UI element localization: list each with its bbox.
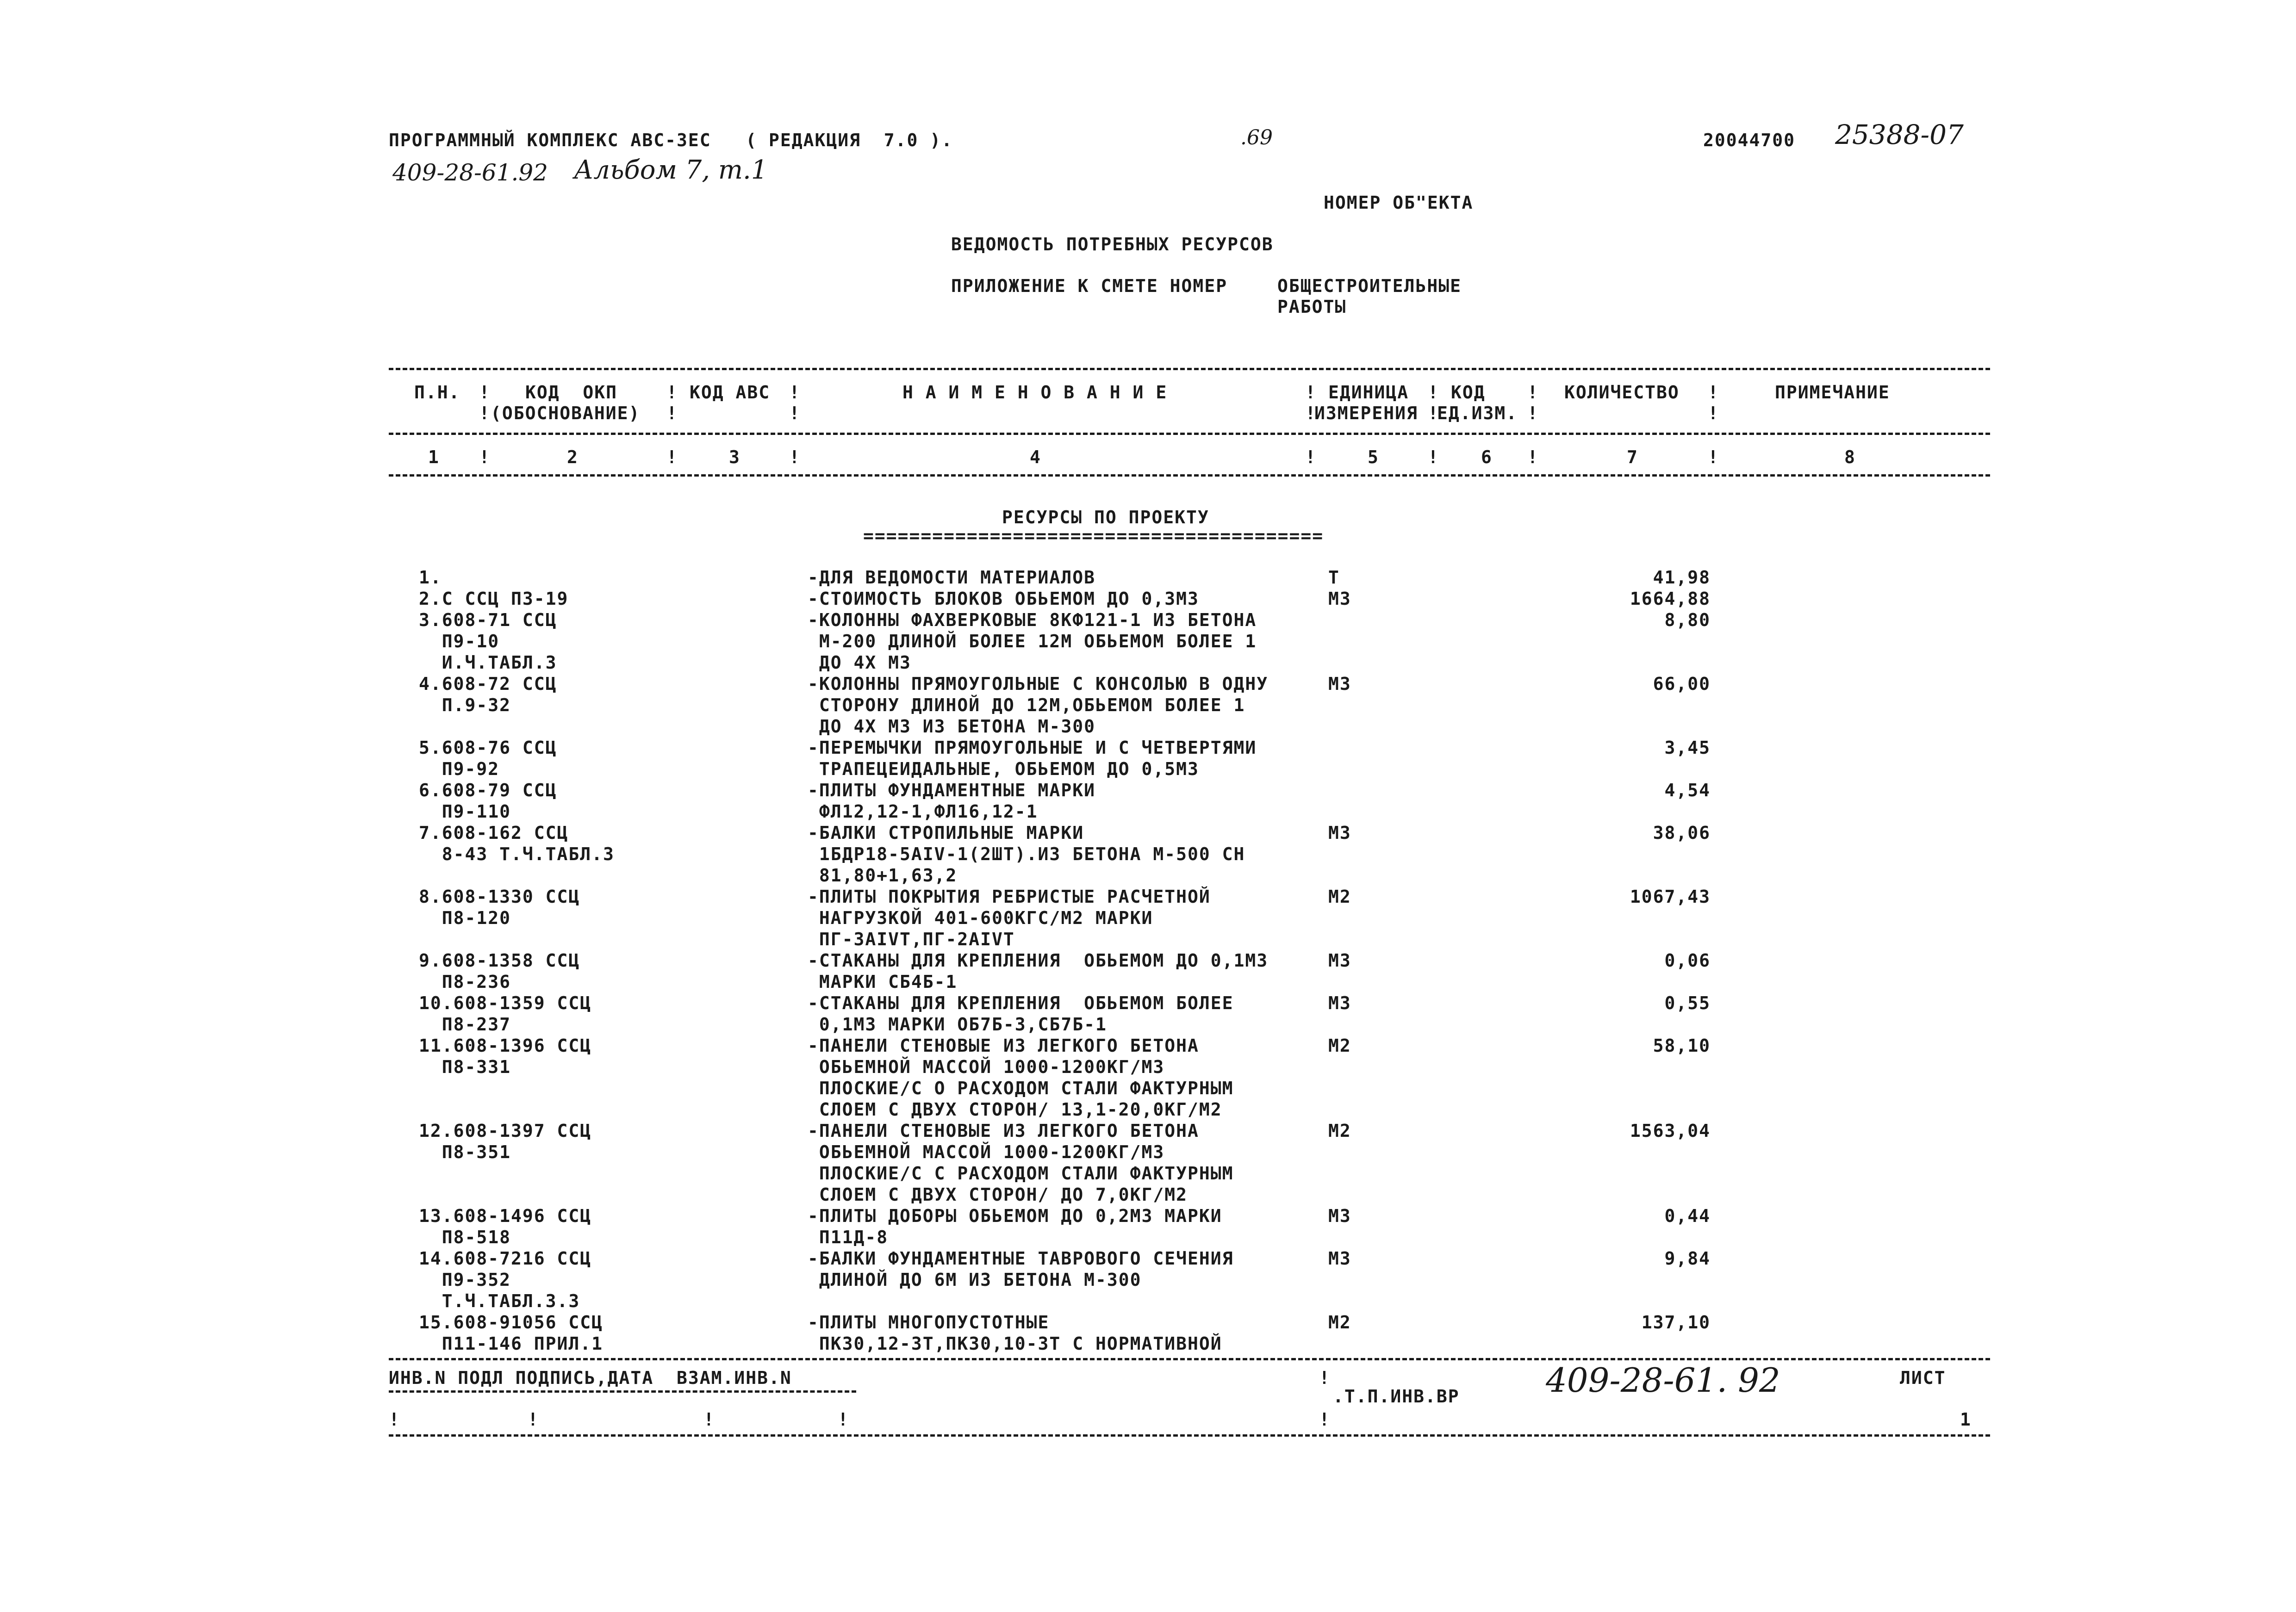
- row-name: [808, 588, 1199, 609]
- header-unit: ЕДИНИЦА: [1328, 382, 1409, 403]
- row-quantity: 1067,43: [1630, 887, 1711, 907]
- row-name-line: -СТАКАНЫ ДЛЯ КРЕПЛЕНИЯ ОБЬЕМОМ ДО 0,1М3: [808, 950, 1269, 971]
- row-code-line: П8-518: [419, 1227, 511, 1247]
- row-code-line: 12.608-1397 ССЦ: [419, 1121, 592, 1141]
- row-name: [808, 1035, 1233, 1120]
- row-unit: М3: [1328, 950, 1351, 971]
- row-name-line: 0,1М3 МАРКИ ОБ7Б-3,СБ7Б-1: [808, 1014, 1107, 1035]
- row-unit: М2: [1328, 1312, 1351, 1333]
- row-code: [419, 950, 580, 992]
- row-quantity: 0,55: [1664, 993, 1711, 1013]
- header-code-okp-sub: (ОБОСНОВАНИЕ): [491, 403, 641, 423]
- row-name-line: ПЛОСКИЕ/С О РАСХОДОМ СТАЛИ ФАКТУРНЫМ: [808, 1078, 1234, 1098]
- header-unit-code-sub: ЕД.ИЗМ.: [1437, 403, 1518, 423]
- row-code-line: 6.608-79 ССЦ: [419, 780, 557, 800]
- tp-label: .Т.П.ИНВ.ВР: [1333, 1386, 1460, 1407]
- row-code: [419, 1120, 591, 1163]
- header-quantity: КОЛИЧЕСТВО: [1564, 382, 1680, 403]
- row-quantity: 38,06: [1653, 823, 1711, 843]
- tp-value: 409-28-61. 92: [1546, 1361, 1780, 1400]
- header-name: Н А И М Е Н О В А Н И Е: [902, 382, 1168, 403]
- table-header-rule: [389, 433, 1990, 435]
- row-name-line: ДО 4Х М3: [808, 652, 911, 673]
- row-code-line: 1.: [419, 567, 442, 588]
- row-code: [419, 737, 557, 780]
- document-title: ВЕДОМОСТЬ ПОТРЕБНЫХ РЕСУРСОВ: [951, 234, 1274, 254]
- row-unit: Т: [1328, 567, 1340, 588]
- row-name-line: ФЛ12,12-1,ФЛ16,12-1: [808, 801, 1038, 822]
- row-code-line: П9-110: [419, 801, 511, 822]
- row-code-line: 10.608-1359 ССЦ: [419, 993, 592, 1013]
- col-num-3: 3: [729, 447, 740, 467]
- sheet-value: 1: [1960, 1409, 1972, 1430]
- footer-left-rule: [389, 1390, 856, 1393]
- header-note: ПРИМЕЧАНИЕ: [1775, 382, 1890, 403]
- row-quantity: 41,98: [1653, 567, 1711, 588]
- row-code-line: П.9-32: [419, 695, 511, 715]
- row-unit: М2: [1328, 887, 1351, 907]
- row-code: [419, 780, 557, 822]
- row-name-line: СТОРОНУ ДЛИНОЙ ДО 12М,ОБЬЕМОМ БОЛЕЕ 1: [808, 695, 1245, 715]
- row-code-line: П8-120: [419, 908, 511, 928]
- row-name-line: НАГРУЗКОЙ 401-600КГС/М2 МАРКИ: [808, 908, 1153, 928]
- row-name-line: ДО 4Х М3 ИЗ БЕТОНА М-300: [808, 716, 1095, 737]
- row-name-line: 81,80+1,63,2: [808, 865, 958, 886]
- sheet-label: ЛИСТ: [1900, 1368, 1946, 1388]
- row-code-line: Т.Ч.ТАБЛ.3.3: [419, 1291, 580, 1311]
- row-code: [419, 1205, 591, 1248]
- row-unit: М3: [1328, 589, 1351, 609]
- row-name-line: -ПЛИТЫ ПОКРЫТИЯ РЕБРИСТЫЕ РАСЧЕТНОЙ: [808, 887, 1211, 907]
- row-code-line: П8-331: [419, 1057, 511, 1077]
- row-code-line: П9-10: [419, 631, 500, 651]
- row-name-line: 1БДР18-5АIV-1(2ШТ).ИЗ БЕТОНА М-500 СН: [808, 844, 1245, 864]
- header-unit-code: КОД: [1451, 382, 1486, 403]
- row-name-line: ПК30,12-3Т,ПК30,10-3Т С НОРМАТИВНОЙ: [808, 1333, 1222, 1354]
- row-code-line: 11.608-1396 ССЦ: [419, 1035, 592, 1056]
- row-name-line: ТРАПЕЦЕИДАЛЬНЫЕ, ОБЬЕМОМ ДО 0,5М3: [808, 759, 1199, 779]
- object-number-label: НОМЕР ОБ"ЕКТА: [1324, 192, 1474, 213]
- row-name: [808, 886, 1211, 950]
- row-code-line: 7.608-162 ССЦ: [419, 823, 569, 843]
- footer-top-rule: [389, 1358, 1990, 1360]
- row-name-line: МАРКИ СБ4Б-1: [808, 972, 958, 992]
- col-num-6: 6: [1481, 447, 1493, 467]
- row-quantity: 1664,88: [1630, 589, 1711, 609]
- row-code-line: 2.С ССЦ П3-19: [419, 589, 569, 609]
- row-name-line: ДЛИНОЙ ДО 6М ИЗ БЕТОНА М-300: [808, 1270, 1142, 1290]
- program-header: ПРОГРАММНЫЙ КОМПЛЕКС АВС-ЗЕС ( РЕДАКЦИЯ 7.0 ).: [389, 130, 953, 150]
- row-quantity: 4,54: [1664, 780, 1711, 800]
- appendix-value-cont: РАБОТЫ: [1277, 297, 1347, 317]
- section-title: РЕСУРСЫ ПО ПРОЕКТУ: [1002, 507, 1209, 527]
- row-code-line: 3.608-71 ССЦ: [419, 610, 557, 630]
- row-name-line: ОБЬЕМНОЙ МАССОЙ 1000-1200КГ/М3: [808, 1057, 1165, 1077]
- album-reference: 409-28-61.92: [392, 159, 548, 186]
- row-name: [808, 1248, 1233, 1290]
- row-unit: М3: [1328, 823, 1351, 843]
- row-code-line: 5.608-76 ССЦ: [419, 738, 557, 758]
- row-code: [419, 992, 591, 1035]
- header-pn: П.Н.: [414, 382, 460, 403]
- row-name-line: -БАЛКИ ФУНДАМЕНТНЫЕ ТАВРОВОГО СЕЧЕНИЯ: [808, 1248, 1234, 1269]
- row-code-line: 13.608-1496 ССЦ: [419, 1206, 592, 1226]
- table-top-rule: [389, 368, 1990, 370]
- row-code-line: П8-237: [419, 1014, 511, 1035]
- row-unit: М2: [1328, 1121, 1351, 1141]
- row-name: [808, 992, 1233, 1035]
- row-name-line: -ПАНЕЛИ СТЕНОВЫЕ ИЗ ЛЕГКОГО БЕТОНА: [808, 1035, 1199, 1056]
- row-code: [419, 886, 580, 929]
- row-code: [419, 567, 442, 588]
- row-name: [808, 1205, 1222, 1248]
- row-unit: М3: [1328, 674, 1351, 694]
- row-code: [419, 588, 568, 609]
- row-name: [808, 780, 1095, 822]
- row-quantity: 58,10: [1653, 1035, 1711, 1056]
- row-name-line: ПЛОСКИЕ/С С РАСХОДОМ СТАЛИ ФАКТУРНЫМ: [808, 1163, 1234, 1184]
- appendix-label: ПРИЛОЖЕНИЕ К СМЕТЕ НОМЕР: [951, 276, 1228, 296]
- row-code: [419, 609, 557, 673]
- row-quantity: 9,84: [1664, 1248, 1711, 1269]
- row-code-line: 15.608-91056 ССЦ: [419, 1312, 604, 1333]
- row-quantity: 66,00: [1653, 674, 1711, 694]
- row-name: [808, 673, 1268, 737]
- row-name-line: -КОЛОННЫ ПРЯМОУГОЛЬНЫЕ С КОНСОЛЬЮ В ОДНУ: [808, 674, 1269, 694]
- row-code-line: 9.608-1358 ССЦ: [419, 950, 580, 971]
- footer-left-label: ИНВ.N ПОДЛ ПОДПИСЬ,ДАТА ВЗАМ.ИНВ.N: [389, 1368, 792, 1388]
- row-name-line: -ПАНЕЛИ СТЕНОВЫЕ ИЗ ЛЕГКОГО БЕТОНА: [808, 1121, 1199, 1141]
- row-quantity: 137,10: [1641, 1312, 1711, 1333]
- row-name-line: -БАЛКИ СТРОПИЛЬНЫЕ МАРКИ: [808, 823, 1084, 843]
- row-quantity: 0,06: [1664, 950, 1711, 971]
- row-code: [419, 822, 615, 865]
- row-name: [808, 567, 1095, 588]
- doc-code-handwritten: 25388-07: [1835, 119, 1964, 150]
- row-code-line: П8-351: [419, 1142, 511, 1162]
- row-name-line: СЛОЕМ С ДВУХ СТОРОН/ 13,1-20,0КГ/М2: [808, 1099, 1222, 1120]
- row-code-line: 4.608-72 ССЦ: [419, 674, 557, 694]
- row-name-line: -ПЛИТЫ ДОБОРЫ ОБЬЕМОМ ДО 0,2М3 МАРКИ: [808, 1206, 1222, 1226]
- row-name-line: -СТОИМОСТЬ БЛОКОВ ОБЬЕМОМ ДО 0,3М3: [808, 589, 1199, 609]
- table-numbers-rule: [389, 474, 1990, 477]
- row-code: [419, 1312, 603, 1354]
- row-name: [808, 822, 1245, 886]
- row-name: [808, 609, 1257, 673]
- row-code-line: П9-92: [419, 759, 500, 779]
- col-num-8: 8: [1844, 447, 1856, 467]
- row-code: [419, 673, 557, 716]
- section-underline: ========================================: [863, 526, 1324, 546]
- row-unit: М2: [1328, 1035, 1351, 1056]
- col-num-7: 7: [1627, 447, 1638, 467]
- row-name-line: М-200 ДЛИНОЙ БОЛЕЕ 12М ОБЬЕМОМ БОЛЕЕ 1: [808, 631, 1257, 651]
- doc-code: 20044700: [1703, 130, 1796, 150]
- row-code: [419, 1035, 591, 1078]
- row-code-line: И.Ч.ТАБЛ.3: [419, 652, 557, 673]
- page-number: .69: [1240, 126, 1273, 149]
- row-name-line: -КОЛОННЫ ФАХВЕРКОВЫЕ 8КФ121-1 ИЗ БЕТОНА: [808, 610, 1257, 630]
- row-name-line: -ПЛИТЫ МНОГОПУСТОТНЫЕ: [808, 1312, 1050, 1333]
- row-name-line: ПГ-3АIVТ,ПГ-2АIVТ: [808, 929, 1015, 949]
- row-code-line: П9-352: [419, 1270, 511, 1290]
- footer-bottom-rule: [389, 1434, 1990, 1437]
- row-unit: М3: [1328, 993, 1351, 1013]
- row-quantity: 8,80: [1664, 610, 1711, 630]
- row-quantity: 0,44: [1664, 1206, 1711, 1226]
- row-unit: М3: [1328, 1248, 1351, 1269]
- col-num-2: 2: [567, 447, 579, 467]
- header-unit-sub: ИЗМЕРЕНИЯ: [1314, 403, 1418, 423]
- row-name-line: -СТАКАНЫ ДЛЯ КРЕПЛЕНИЯ ОБЬЕМОМ БОЛЕЕ: [808, 993, 1234, 1013]
- appendix-value: ОБЩЕСТРОИТЕЛЬНЫЕ: [1277, 276, 1462, 296]
- row-name: [808, 950, 1268, 992]
- col-num-4: 4: [1030, 447, 1041, 467]
- row-code-line: 8-43 Т.Ч.ТАБЛ.3: [419, 844, 615, 864]
- row-name: [808, 1120, 1233, 1205]
- row-name: [808, 1312, 1222, 1354]
- row-code-line: 8.608-1330 ССЦ: [419, 887, 580, 907]
- row-name-line: СЛОЕМ С ДВУХ СТОРОН/ ДО 7,0КГ/М2: [808, 1184, 1188, 1205]
- row-name-line: -ДЛЯ ВЕДОМОСТИ МАТЕРИАЛОВ: [808, 567, 1095, 588]
- row-name-line: ОБЬЕМНОЙ МАССОЙ 1000-1200КГ/М3: [808, 1142, 1165, 1162]
- row-quantity: 3,45: [1664, 738, 1711, 758]
- row-name: [808, 737, 1257, 780]
- row-unit: М3: [1328, 1206, 1351, 1226]
- header-code-abs: КОД АВС: [690, 382, 771, 403]
- header-code-okp: КОД ОКП: [525, 382, 618, 403]
- row-name-line: -ПЛИТЫ ФУНДАМЕНТНЫЕ МАРКИ: [808, 780, 1095, 800]
- album-label: Альбом 7, т.1: [574, 155, 768, 185]
- col-num-1: 1: [428, 447, 440, 467]
- row-name-line: -ПЕРЕМЫЧКИ ПРЯМОУГОЛЬНЫЕ И С ЧЕТВЕРТЯМИ: [808, 738, 1257, 758]
- row-code-line: 14.608-7216 ССЦ: [419, 1248, 592, 1269]
- row-code-line: П8-236: [419, 972, 511, 992]
- row-quantity: 1563,04: [1630, 1121, 1711, 1141]
- row-code-line: П11-146 ПРИЛ.1: [419, 1333, 604, 1354]
- row-name-line: П11Д-8: [808, 1227, 889, 1247]
- col-num-5: 5: [1368, 447, 1379, 467]
- row-code: [419, 1248, 591, 1312]
